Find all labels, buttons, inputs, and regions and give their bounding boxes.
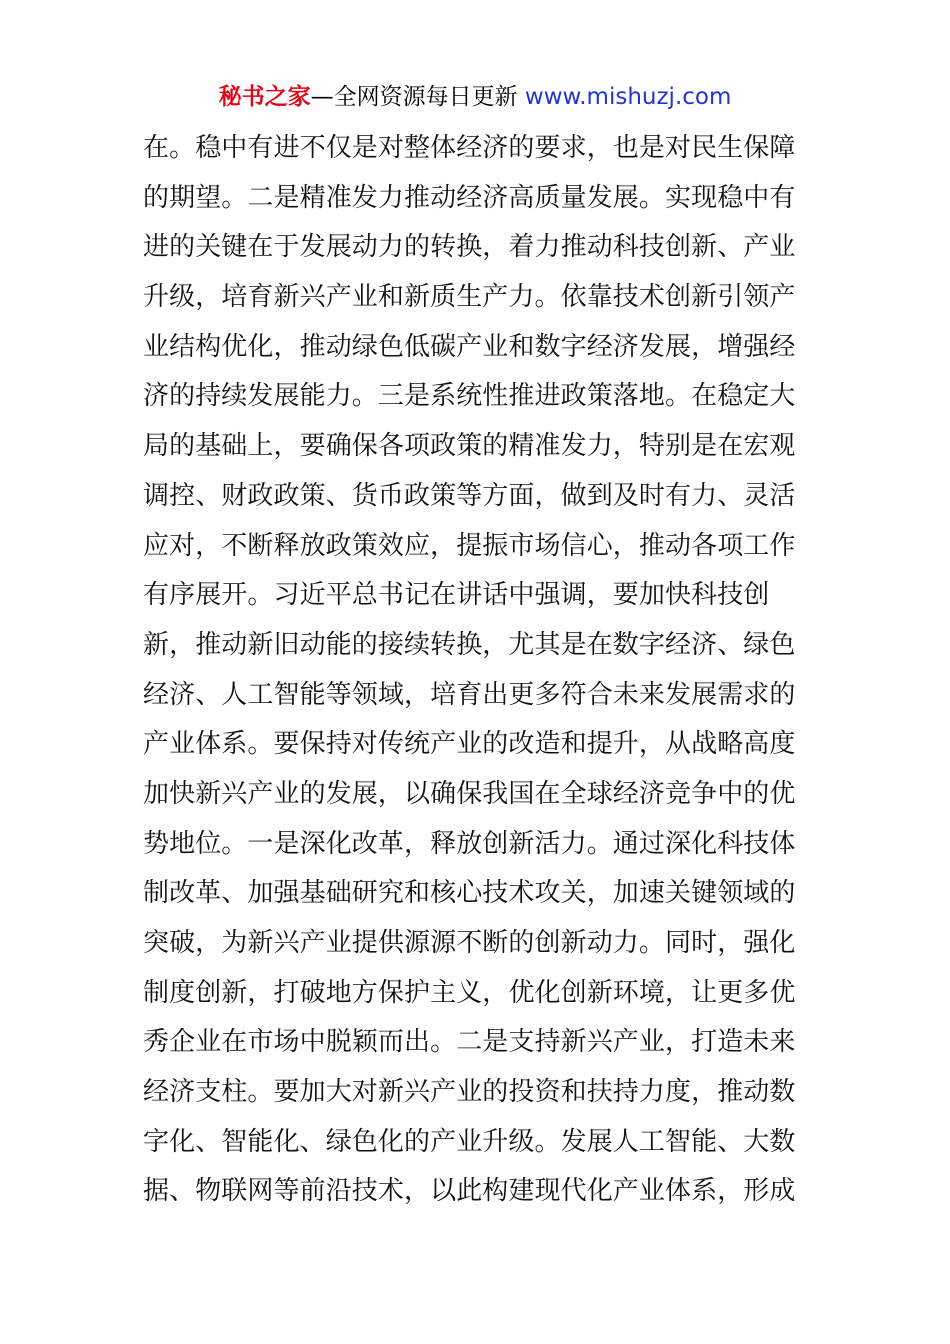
article-body (143, 124, 823, 1217)
text-line: 新，推动新旧动能的接续转换，尤其是在数字经济、绿色 (143, 629, 796, 660)
site-brand: 秘书之家 (218, 84, 311, 110)
text-line: 应对，不断释放政策效应，提振市场信心，推动各项工作 (143, 530, 796, 561)
text-line: 经济、人工智能等领域，培育出更多符合未来发展需求的 (143, 679, 796, 710)
text-line: 进的关键在于发展动力的转换，着力推动科技创新、产业 (143, 232, 796, 263)
text-line: 制改革、加强基础研究和核心技术攻关，加速关键领域的 (143, 878, 796, 909)
text-line: 调控、财政政策、货币政策等方面，做到及时有力、灵活 (143, 480, 796, 511)
text-line: 升级，培育新兴产业和新质生产力。依靠技术创新引领产 (143, 282, 796, 313)
text-line: 秀企业在市场中脱颖而出。二是支持新兴产业，打造未来 (143, 1027, 796, 1058)
text-line: 制度创新，打破地方保护主义，优化创新环境，让更多优 (143, 977, 796, 1008)
text-line: 有序展开。习近平总书记在讲话中强调，要加快科技创 (143, 580, 770, 611)
text-line: 的期望。二是精准发力推动经济高质量发展。实现稳中有 (143, 182, 796, 213)
text-line: 字化、智能化、绿色化的产业升级。发展人工智能、大数 (143, 1126, 796, 1157)
site-header (0, 80, 950, 114)
text-line: 经济支柱。要加大对新兴产业的投资和扶持力度，推动数 (143, 1077, 796, 1108)
text-line: 产业体系。要保持对传统产业的改造和提升，从战略高度 (143, 729, 796, 760)
text-line: 据、物联网等前沿技术，以此构建现代化产业体系，形成 (143, 1176, 796, 1207)
text-line: 在。稳中有进不仅是对整体经济的要求，也是对民生保障 (143, 133, 796, 163)
site-url-link[interactable]: www.mishuzj.com (524, 84, 732, 110)
site-tagline: —全网资源每日更新 (310, 84, 518, 110)
text-line: 济的持续发展能力。三是系统性推进政策落地。在稳定大 (143, 381, 796, 412)
text-line: 突破，为新兴产业提供源源不断的创新动力。同时，强化 (143, 928, 796, 958)
text-line: 业结构优化，推动绿色低碳产业和数字经济发展，增强经 (143, 331, 796, 362)
text-line: 势地位。一是深化改革，释放创新活力。通过深化科技体 (143, 828, 796, 859)
text-line: 加快新兴产业的发展，以确保我国在全球经济竞争中的优 (143, 778, 796, 809)
text-line: 局的基础上，要确保各项政策的精准发力，特别是在宏观 (143, 431, 796, 462)
